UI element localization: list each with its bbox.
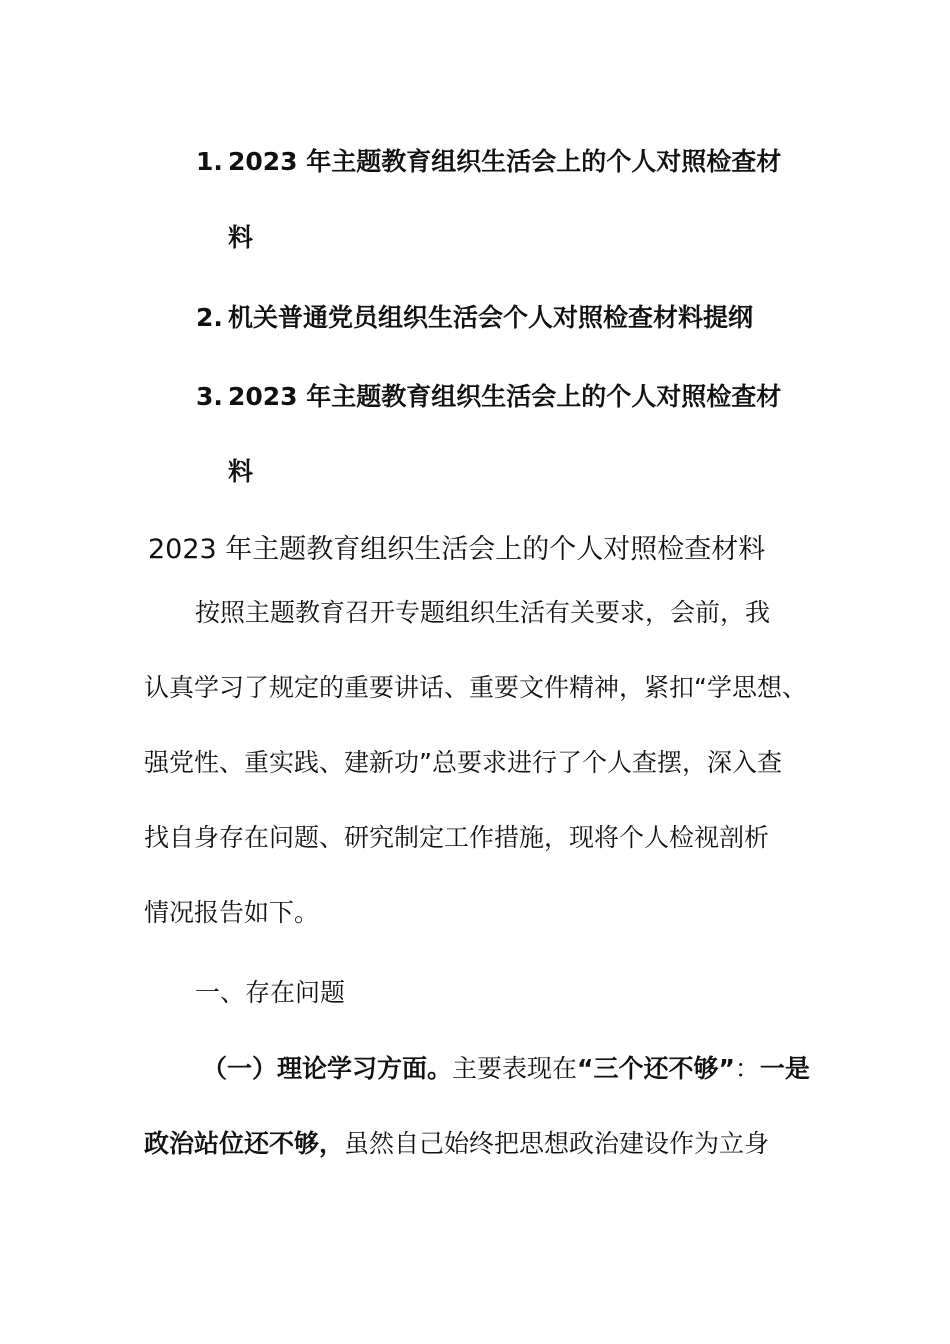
toc-item-number: 2. — [196, 303, 223, 332]
subsection-line — [144, 1031, 824, 1106]
subsection-emphasis: “三个还不够” — [577, 1054, 735, 1083]
subsection-emphasis: 一是 — [759, 1054, 810, 1083]
subsection-text: ： — [734, 1054, 760, 1083]
subsection-line — [144, 1106, 824, 1181]
intro-line: 认真学习了规定的重要讲话、重要文件精神，紧扣“学思想、 — [144, 673, 807, 702]
subsection-paragraph — [144, 1031, 824, 1181]
intro-paragraph — [144, 575, 824, 950]
document-title: 2023 年主题教育组织生活会上的个人对照检查材料 — [148, 534, 766, 565]
section-heading-text: 一、存在问题 — [195, 978, 346, 1007]
subsection-text: 主要表现在 — [452, 1054, 578, 1083]
toc-item-3-continuation: 料 — [228, 457, 254, 486]
toc-item-1 — [196, 124, 836, 200]
toc-item-1-continuation: 料 — [228, 223, 254, 252]
section-heading — [144, 955, 824, 1030]
toc-item-number: 3. — [196, 382, 223, 411]
intro-line: 情况报告如下。 — [144, 898, 320, 927]
subsection-emphasis: 政治站位还不够， — [144, 1129, 345, 1158]
intro-line: 强党性、重实践、建新功”总要求进行了个人查摆，深入查 — [144, 748, 782, 777]
subsection-heading: （一）理论学习方面。 — [202, 1054, 453, 1083]
intro-line: 按照主题教育召开专题组织生活有关要求，会前，我 — [195, 598, 771, 627]
subsection-text: 虽然自己始终把思想政治建设作为立身 — [344, 1129, 770, 1158]
toc-item-title: 2023 年主题教育组织生活会上的个人对照检查材 — [228, 147, 782, 176]
toc-item-number: 1. — [196, 147, 223, 176]
toc-item-2 — [196, 280, 836, 356]
toc-item-3 — [196, 359, 836, 435]
toc-item-title: 2023 年主题教育组织生活会上的个人对照检查材 — [228, 382, 782, 411]
intro-line: 找自身存在问题、研究制定工作措施，现将个人检视剖析 — [144, 823, 770, 852]
toc-item-title: 机关普通党员组织生活会个人对照检查材料提纲 — [228, 303, 754, 332]
